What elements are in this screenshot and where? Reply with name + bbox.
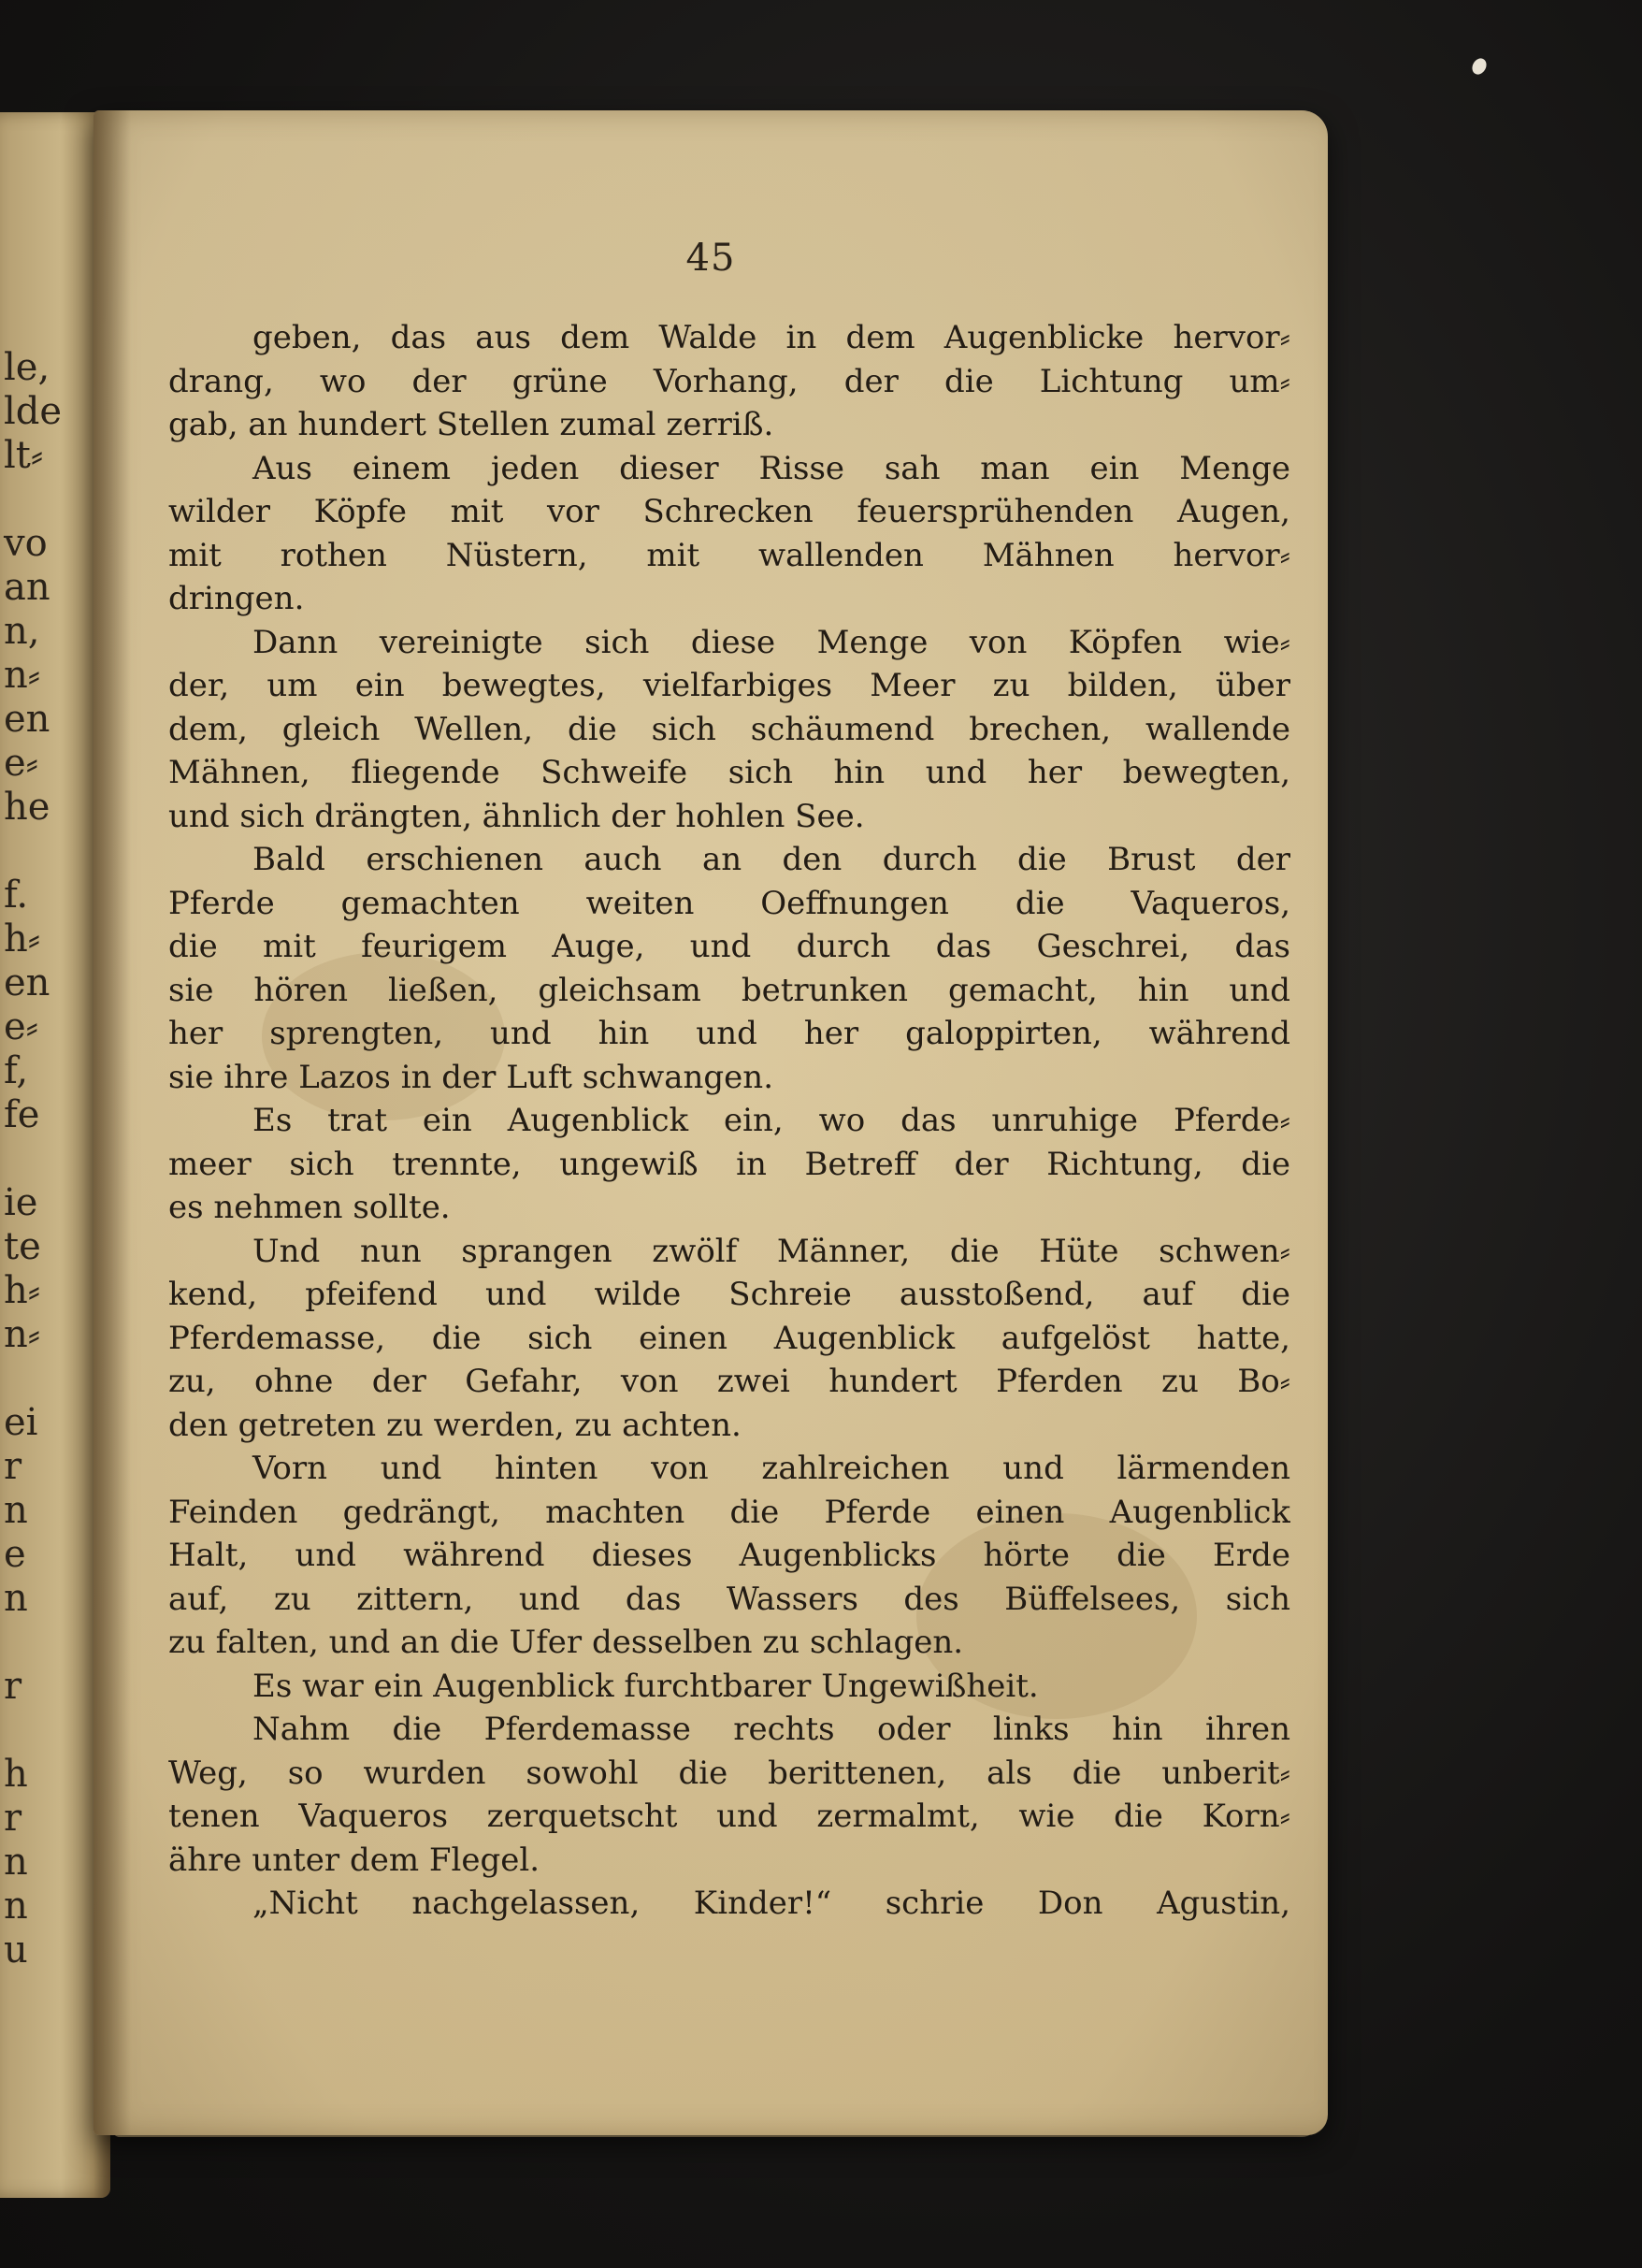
paragraph: [168, 1447, 1290, 1665]
previous-page-fragment: en: [4, 698, 50, 741]
paragraph: [168, 621, 1290, 839]
previous-page-fragment: lt⸗: [4, 434, 44, 477]
text-line: gab, an hundert Stellen zumal zerriß.: [168, 406, 774, 443]
previous-page-fragment: u: [4, 1929, 28, 1972]
text-line: sie hören ließen, gleichsam betrunken gemacht, hin und: [168, 971, 1290, 1009]
previous-page-fragment: ie: [4, 1181, 38, 1224]
previous-page-fragment: r: [4, 1665, 22, 1708]
paragraph: [168, 1230, 1290, 1448]
text-line: Es war ein Augenblick furchtbarer Ungewißheit.: [252, 1667, 1039, 1705]
text-line: Aus einem jeden dieser Risse sah man ein Menge: [252, 449, 1290, 487]
text-line: Bald erschienen auch an den durch die Brust der: [252, 841, 1290, 878]
previous-page-fragment: vo: [4, 522, 48, 565]
paragraph: [168, 447, 1290, 621]
text-line: her sprengten, und hin und her galoppirten, während: [168, 1015, 1290, 1052]
previous-page-fragment: r: [4, 1797, 22, 1840]
previous-page-fragment: e: [4, 1533, 26, 1576]
text-line: Und nun sprangen zwölf Männer, die Hüte schwen⸗: [252, 1232, 1290, 1270]
previous-page-fragment: e⸗: [4, 1005, 38, 1048]
previous-page-fragment: lde: [4, 390, 63, 433]
previous-page-fragment: te: [4, 1225, 41, 1268]
previous-page-fragment: en: [4, 961, 50, 1004]
previous-page-fragment: n: [4, 1489, 28, 1532]
text-line: Pferdemasse, die sich einen Augenblick aufgelöst hatte,: [168, 1319, 1290, 1357]
page-body-text: [168, 316, 1290, 1926]
previous-page-fragment: [4, 1357, 107, 1401]
text-line: und sich drängten, ähnlich der hohlen See.: [168, 797, 865, 835]
text-line: zu, ohne der Gefahr, von zwei hundert Pferden zu Bo⸗: [168, 1363, 1290, 1400]
paragraph: [168, 838, 1290, 1099]
text-line: Weg, so wurden sowohl die berittenen, als die unberit⸗: [168, 1754, 1290, 1792]
text-line: Mähnen, fliegende Schweife sich hin und her bewegten,: [168, 754, 1290, 791]
paragraph: [168, 1882, 1290, 1926]
previous-page-fragment: n⸗: [4, 654, 41, 697]
text-line: wilder Köpfe mit vor Schrecken feuersprühenden Augen,: [168, 493, 1290, 530]
book-page: [94, 110, 1328, 2135]
text-line: Es trat ein Augenblick ein, wo das unruhige Pferde⸗: [252, 1102, 1290, 1139]
text-line: kend, pfeifend und wilde Schreie ausstoßend, auf die: [168, 1276, 1290, 1313]
previous-page-fragment: e⸗: [4, 742, 38, 785]
text-line: tenen Vaqueros zerquetscht und zermalmt, wie die Korn⸗: [168, 1798, 1290, 1835]
previous-page-fragment: he: [4, 786, 50, 829]
page-number: 45: [685, 237, 736, 280]
previous-page-fragment: le,: [4, 346, 50, 389]
text-line: sie ihre Lazos in der Luft schwangen.: [168, 1058, 773, 1096]
text-line: mit rothen Nüstern, mit wallenden Mähnen hervor⸗: [168, 536, 1290, 574]
previous-page-fragment: r: [4, 1445, 22, 1488]
text-line: dringen.: [168, 580, 305, 617]
text-line: es nehmen sollte.: [168, 1189, 451, 1226]
paragraph: [168, 1708, 1290, 1882]
text-line: ähre unter dem Flegel.: [168, 1841, 540, 1879]
text-line: Pferde gemachten weiten Oeffnungen die Vaqueros,: [168, 884, 1290, 922]
previous-page-fragment: fe: [4, 1093, 40, 1136]
text-line: auf, zu zittern, und das Wassers des Büffelsees, sich: [168, 1580, 1290, 1618]
paragraph: [168, 1099, 1290, 1230]
text-line: die mit feurigem Auge, und durch das Geschrei, das: [168, 928, 1290, 965]
previous-page-fragment: an: [4, 566, 50, 609]
previous-page-fragment: [4, 1709, 107, 1753]
text-line: geben, das aus dem Walde in dem Augenblicke hervor⸗: [252, 319, 1290, 356]
previous-page-fragment: n: [4, 1577, 28, 1620]
text-line: der, um ein bewegtes, vielfarbiges Meer zu bilden, über: [168, 667, 1290, 704]
gutter-shadow: [94, 110, 131, 2135]
text-line: dem, gleich Wellen, die sich schäumend brechen, wallende: [168, 710, 1290, 748]
text-line: drang, wo der grüne Vorhang, der die Lichtung um⸗: [168, 362, 1290, 400]
text-line: Feinden gedrängt, machten die Pferde einen Augenblick: [168, 1493, 1290, 1531]
previous-page-fragment: [4, 478, 107, 522]
previous-page-fragment: n⸗: [4, 1313, 41, 1356]
text-line: den getreten zu werden, zu achten.: [168, 1406, 742, 1444]
text-line: Vorn und hinten von zahlreichen und lärmenden: [252, 1450, 1290, 1487]
previous-page-fragment: [4, 1137, 107, 1181]
previous-page-fragment: [4, 830, 107, 874]
previous-page-fragment: h⸗: [4, 1269, 41, 1312]
previous-page-fragment: n: [4, 1885, 28, 1928]
previous-page-fragment: ei: [4, 1401, 38, 1444]
previous-page-fragment: f,: [4, 1049, 29, 1092]
previous-page-fragment: [4, 1621, 107, 1665]
previous-page-fragment: h⸗: [4, 917, 41, 961]
paragraph: [168, 316, 1290, 447]
text-line: Dann vereinigte sich diese Menge von Köpfen wie⸗: [252, 623, 1290, 661]
text-line: „Nicht nachgelassen, Kinder!“ schrie Don Agustin,: [252, 1885, 1290, 1922]
text-line: Halt, und während dieses Augenblicks hörte die Erde: [168, 1537, 1290, 1574]
previous-page-fragment: n: [4, 1841, 28, 1884]
dust-speck: [1469, 56, 1489, 78]
text-line: Nahm die Pferdemasse rechts oder links hin ihren: [252, 1711, 1290, 1748]
previous-page-fragment: n,: [4, 610, 40, 653]
previous-page-text-fragments: [4, 346, 107, 1972]
previous-page-fragment: h: [4, 1753, 28, 1796]
previous-page-fragment: f.: [4, 874, 29, 917]
text-line: zu falten, und an die Ufer desselben zu schlagen.: [168, 1624, 964, 1661]
paragraph: [168, 1665, 1290, 1709]
text-line: meer sich trennte, ungewiß in Betreff der Richtung, die: [168, 1145, 1290, 1183]
